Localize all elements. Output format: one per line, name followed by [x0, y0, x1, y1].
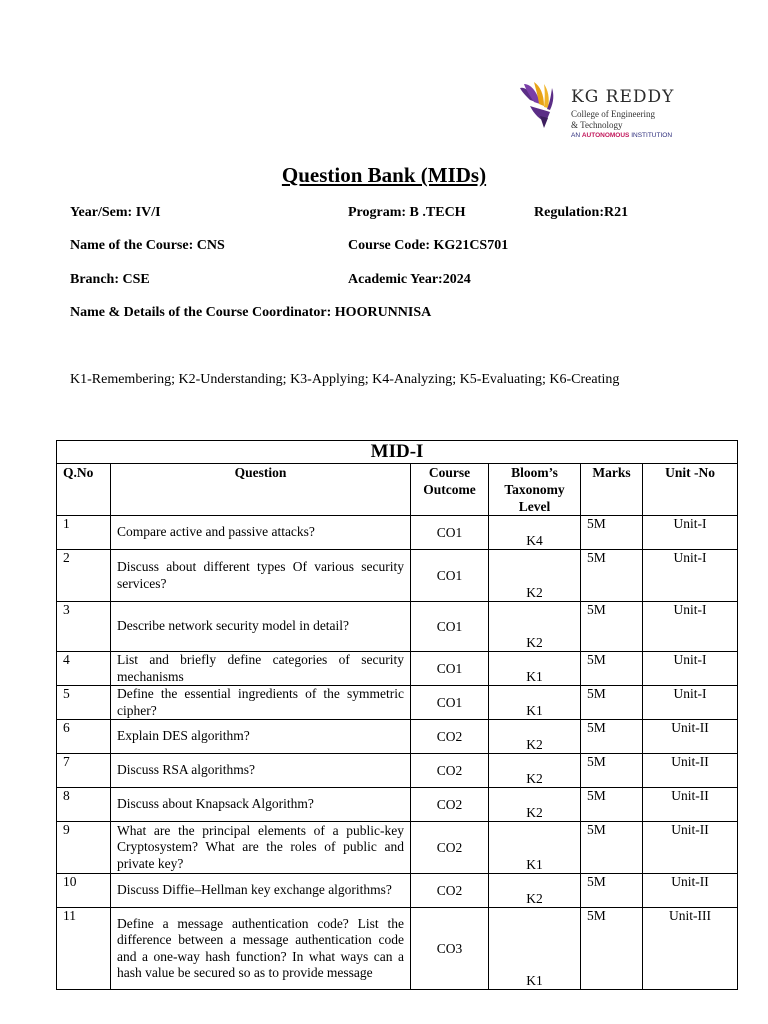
table-row	[57, 754, 738, 788]
row-course-outcome: CO2	[411, 874, 489, 908]
row-course-outcome: CO2	[411, 822, 489, 874]
row-question: What are the principal elements of a public-key Cryptosystem? What are the roles of public and private key?	[111, 822, 411, 874]
section-title: MID-I	[57, 441, 738, 464]
row-question: Define the essential ingredients of the symmetric cipher?	[111, 686, 411, 720]
logo-wordmark: KG REDDY	[571, 87, 675, 107]
header-course-outcome: Course Outcome	[411, 464, 489, 516]
table-row	[57, 822, 738, 874]
row-marks: 5M	[581, 516, 643, 550]
year-sem: Year/Sem: IV/I	[70, 205, 161, 220]
header-question: Question	[111, 464, 411, 516]
table-row	[57, 788, 738, 822]
course-name: Name of the Course: CNS	[70, 238, 225, 253]
table-row	[57, 550, 738, 602]
row-qno: 4	[57, 652, 111, 686]
course-coordinator: Name & Details of the Course Coordinator: HOORUNNISA	[70, 305, 432, 320]
row-bloom-level: K2	[489, 874, 581, 908]
row-qno: 8	[57, 788, 111, 822]
header-qno: Q.No	[57, 464, 111, 516]
row-marks: 5M	[581, 550, 643, 602]
program: Program: B .TECH	[348, 205, 466, 220]
header-unit: Unit -No	[643, 464, 738, 516]
table-row	[57, 720, 738, 754]
eagle-emblem-icon	[516, 82, 568, 130]
row-question: Compare active and passive attacks?	[111, 516, 411, 550]
row-unit: Unit-II	[643, 788, 738, 822]
row-unit: Unit-II	[643, 720, 738, 754]
row-qno: 10	[57, 874, 111, 908]
row-qno: 11	[57, 908, 111, 990]
row-bloom-level: K2	[489, 788, 581, 822]
row-unit: Unit-II	[643, 754, 738, 788]
row-course-outcome: CO1	[411, 602, 489, 652]
question-rows	[57, 516, 738, 990]
row-course-outcome: CO1	[411, 686, 489, 720]
row-marks: 5M	[581, 652, 643, 686]
row-course-outcome: CO2	[411, 788, 489, 822]
row-question: Define a message authentication code? List the difference between a message authentication code and a one-way hash function? In what ways can a hash value be secured so as to provide message	[111, 908, 411, 990]
row-marks: 5M	[581, 754, 643, 788]
row-marks: 5M	[581, 874, 643, 908]
table-row	[57, 686, 738, 720]
section-header-row	[57, 441, 738, 464]
logo-subtitle-line2: & Technology	[571, 120, 623, 130]
row-bloom-level: K1	[489, 652, 581, 686]
document-title: Question Bank (MIDs)	[281, 163, 487, 187]
row-unit: Unit-I	[643, 686, 738, 720]
row-question: Discuss about different types Of various security services?	[111, 550, 411, 602]
row-question: List and briefly define categories of security mechanisms	[111, 652, 411, 686]
row-marks: 5M	[581, 908, 643, 990]
table-row	[57, 652, 738, 686]
row-course-outcome: CO2	[411, 754, 489, 788]
table-row	[57, 602, 738, 652]
header-bloom-level: Bloom’s Taxonomy Level	[489, 464, 581, 516]
row-unit: Unit-II	[643, 874, 738, 908]
row-marks: 5M	[581, 788, 643, 822]
row-marks: 5M	[581, 686, 643, 720]
row-question: Explain DES algorithm?	[111, 720, 411, 754]
row-bloom-level: K1	[489, 822, 581, 874]
row-bloom-level: K2	[489, 754, 581, 788]
row-qno: 1	[57, 516, 111, 550]
table-row	[57, 516, 738, 550]
row-bloom-level: K2	[489, 720, 581, 754]
row-qno: 3	[57, 602, 111, 652]
row-qno: 5	[57, 686, 111, 720]
row-bloom-level: K1	[489, 908, 581, 990]
row-qno: 9	[57, 822, 111, 874]
logo-tagline: AN AUTONOMOUS INSTITUTION	[571, 132, 673, 139]
table-row	[57, 908, 738, 990]
row-question: Describe network security model in detail?	[111, 602, 411, 652]
bloom-levels-legend: K1-Remembering; K2-Understanding; K3-Applying; K4-Analyzing; K5-Evaluating; K6-Creating	[70, 372, 620, 387]
logo-subtitle-line1: College of Engineering	[571, 109, 655, 119]
college-logo	[516, 82, 696, 142]
row-unit: Unit-I	[643, 550, 738, 602]
row-unit: Unit-I	[643, 516, 738, 550]
row-course-outcome: CO3	[411, 908, 489, 990]
table-row	[57, 874, 738, 908]
row-course-outcome: CO1	[411, 652, 489, 686]
question-table	[56, 440, 738, 990]
row-unit: Unit-III	[643, 908, 738, 990]
row-bloom-level: K2	[489, 602, 581, 652]
row-course-outcome: CO2	[411, 720, 489, 754]
row-qno: 2	[57, 550, 111, 602]
row-marks: 5M	[581, 720, 643, 754]
column-header-row	[57, 464, 738, 516]
row-course-outcome: CO1	[411, 516, 489, 550]
row-marks: 5M	[581, 822, 643, 874]
row-marks: 5M	[581, 602, 643, 652]
row-question: Discuss Diffie–Hellman key exchange algorithms?	[111, 874, 411, 908]
row-bloom-level: K4	[489, 516, 581, 550]
branch: Branch: CSE	[70, 272, 150, 287]
row-qno: 7	[57, 754, 111, 788]
academic-year: Academic Year:2024	[348, 272, 471, 287]
row-unit: Unit-I	[643, 652, 738, 686]
row-question: Discuss about Knapsack Algorithm?	[111, 788, 411, 822]
row-qno: 6	[57, 720, 111, 754]
row-unit: Unit-I	[643, 602, 738, 652]
row-unit: Unit-II	[643, 822, 738, 874]
course-code: Course Code: KG21CS701	[348, 238, 509, 253]
row-course-outcome: CO1	[411, 550, 489, 602]
row-bloom-level: K1	[489, 686, 581, 720]
regulation: Regulation:R21	[534, 205, 629, 220]
row-bloom-level: K2	[489, 550, 581, 602]
row-question: Discuss RSA algorithms?	[111, 754, 411, 788]
header-marks: Marks	[581, 464, 643, 516]
